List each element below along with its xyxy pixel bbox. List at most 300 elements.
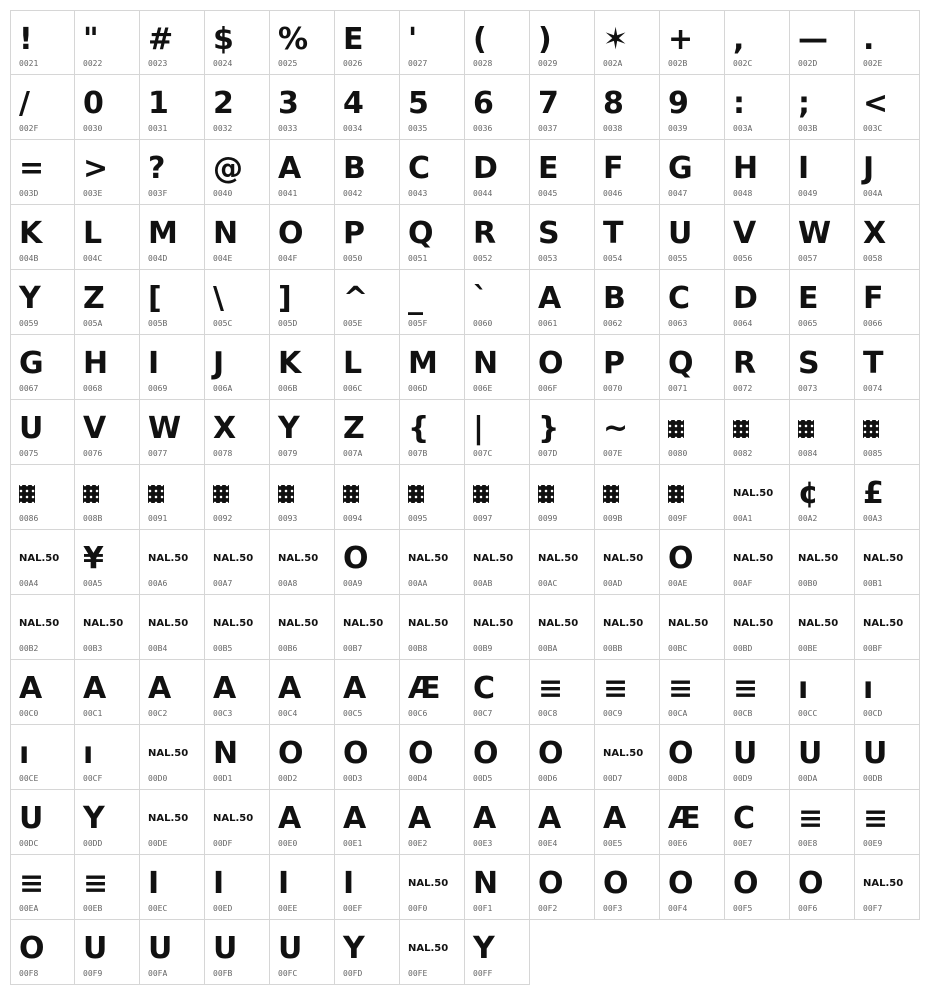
- glyph-code: 00D0: [148, 774, 168, 783]
- glyph-code: 00FA: [148, 969, 168, 978]
- glyph-char: ı: [19, 736, 29, 771]
- glyph-code: 00BD: [733, 644, 753, 653]
- glyph-cell: [335, 530, 400, 595]
- glyph-char: ^: [343, 281, 368, 316]
- glyph-cell: [595, 75, 660, 140]
- glyph-cell: [140, 595, 205, 660]
- glyph-char: NAL.50: [343, 618, 384, 629]
- glyph-char: A: [538, 281, 561, 316]
- glyph-char: U: [148, 931, 172, 966]
- glyph-char: NAL.50: [863, 618, 904, 629]
- glyph-cell: [205, 595, 270, 660]
- glyph-char: A: [343, 801, 366, 836]
- glyph-char: ": [83, 22, 98, 57]
- glyph-code: 0032: [213, 124, 233, 133]
- glyph-code: 00CE: [19, 774, 39, 783]
- glyph-char: NAL.50: [668, 618, 709, 629]
- glyph-cell: [725, 335, 790, 400]
- glyph-char: M: [148, 216, 177, 251]
- glyph-cell: [10, 595, 75, 660]
- glyph-cell: [465, 920, 530, 985]
- glyph-char: D: [473, 151, 497, 186]
- glyph-char: 2: [213, 86, 233, 121]
- glyph-cell: [530, 270, 595, 335]
- glyph-code: 0095: [408, 514, 428, 523]
- missing-glyph-icon: [855, 408, 919, 450]
- glyph-char: T: [603, 216, 623, 251]
- glyph-cell: [10, 270, 75, 335]
- glyph-cell: [140, 270, 205, 335]
- glyph-code: 00B3: [83, 644, 103, 653]
- glyph-cell: [725, 790, 790, 855]
- glyph-cell: [400, 400, 465, 465]
- glyph-char: S: [798, 346, 819, 381]
- glyph-code: 00A1: [733, 514, 753, 523]
- missing-glyph-icon: [725, 408, 789, 450]
- glyph-code: 00BB: [603, 644, 623, 653]
- glyph-cell: [855, 530, 920, 595]
- glyph-char: .: [863, 22, 874, 57]
- glyph-code: 0045: [538, 189, 558, 198]
- glyph-code: 00CA: [668, 709, 688, 718]
- glyph-char: A: [278, 671, 301, 706]
- glyph-code: 0052: [473, 254, 493, 263]
- glyph-char: O: [538, 346, 563, 381]
- glyph-char: L: [343, 346, 362, 381]
- glyph-cell: [75, 205, 140, 270]
- glyph-char: NAL.50: [278, 553, 319, 564]
- glyph-cell: [10, 465, 75, 530]
- glyph-char: NAL.50: [538, 618, 579, 629]
- glyph-code: 0039: [668, 124, 688, 133]
- glyph-char: A: [408, 801, 431, 836]
- glyph-char: P: [603, 346, 624, 381]
- glyph-char: C: [733, 801, 755, 836]
- glyph-char: O: [408, 736, 433, 771]
- glyph-char: H: [733, 151, 758, 186]
- glyph-code: 0067: [19, 384, 39, 393]
- glyph-code: 00EB: [83, 904, 103, 913]
- glyph-char: U: [19, 411, 43, 446]
- glyph-code: 00A6: [148, 579, 168, 588]
- glyph-code: 0035: [408, 124, 428, 133]
- glyph-cell: [205, 10, 270, 75]
- glyph-char: Q: [408, 216, 433, 251]
- glyph-cell: [855, 335, 920, 400]
- glyph-cell: [205, 465, 270, 530]
- glyph-code: 0027: [408, 59, 428, 68]
- glyph-code: 00F8: [19, 969, 39, 978]
- glyph-char: ≡: [863, 801, 888, 836]
- glyph-char: :: [733, 86, 744, 121]
- glyph-cell: [530, 335, 595, 400]
- glyph-char: [: [148, 281, 161, 316]
- glyph-code: 009F: [668, 514, 688, 523]
- glyph-code: 00B5: [213, 644, 233, 653]
- glyph-char: O: [278, 216, 303, 251]
- glyph-cell: [725, 855, 790, 920]
- glyph-code: 003B: [798, 124, 818, 133]
- glyph-cell: [205, 400, 270, 465]
- glyph-code: 00EF: [343, 904, 363, 913]
- glyph-cell: [465, 335, 530, 400]
- glyph-char: NAL.50: [603, 553, 644, 564]
- glyph-code: 00A3: [863, 514, 883, 523]
- glyph-code: 00F4: [668, 904, 688, 913]
- glyph-cell: [400, 790, 465, 855]
- glyph-cell: [270, 790, 335, 855]
- glyph-code: 003D: [19, 189, 39, 198]
- glyph-char: NAL.50: [603, 618, 644, 629]
- glyph-char: 7: [538, 86, 558, 121]
- glyph-code: 0034: [343, 124, 363, 133]
- glyph-char: B: [343, 151, 365, 186]
- glyph-code: 00D2: [278, 774, 298, 783]
- glyph-char: (: [473, 22, 486, 57]
- glyph-cell: [530, 140, 595, 205]
- glyph-cell: [595, 140, 660, 205]
- glyph-char: A: [343, 671, 366, 706]
- glyph-code: 00DF: [213, 839, 233, 848]
- glyph-code: 00EC: [148, 904, 168, 913]
- glyph-cell: [140, 660, 205, 725]
- glyph-cell: [270, 400, 335, 465]
- glyph-cell: [400, 725, 465, 790]
- glyph-char: E: [798, 281, 818, 316]
- glyph-cell: [335, 595, 400, 660]
- glyph-char: J: [863, 151, 874, 186]
- glyph-cell: [270, 465, 335, 530]
- glyph-char: A: [538, 801, 561, 836]
- glyph-cell: [335, 920, 400, 985]
- glyph-code: 0041: [278, 189, 298, 198]
- glyph-char: E: [538, 151, 558, 186]
- glyph-char: A: [603, 801, 626, 836]
- glyph-code: 0060: [473, 319, 493, 328]
- glyph-char: G: [668, 151, 692, 186]
- glyph-char: I: [278, 866, 289, 901]
- glyph-char: ≡: [668, 671, 693, 706]
- glyph-cell: [140, 530, 205, 595]
- glyph-cell: [205, 530, 270, 595]
- glyph-cell: [725, 725, 790, 790]
- glyph-cell: [725, 660, 790, 725]
- glyph-code: 0070: [603, 384, 623, 393]
- glyph-code: 00BC: [668, 644, 688, 653]
- glyph-cell: [790, 725, 855, 790]
- glyph-cell: [725, 530, 790, 595]
- glyph-char: O: [278, 736, 303, 771]
- glyph-cell: [270, 10, 335, 75]
- glyph-code: 0057: [798, 254, 818, 263]
- glyph-code: 00C6: [408, 709, 428, 718]
- glyph-code: 00F5: [733, 904, 753, 913]
- glyph-cell: [270, 270, 335, 335]
- glyph-code: 0084: [798, 449, 818, 458]
- glyph-cell: [335, 465, 400, 530]
- glyph-code: 0056: [733, 254, 753, 263]
- glyph-cell: [595, 725, 660, 790]
- glyph-cell: [75, 75, 140, 140]
- glyph-cell: [10, 725, 75, 790]
- glyph-code: 006A: [213, 384, 233, 393]
- glyph-cell: [465, 75, 530, 140]
- glyph-cell: [660, 855, 725, 920]
- glyph-char: NAL.50: [148, 553, 189, 564]
- glyph-char: C: [668, 281, 690, 316]
- glyph-char: F: [603, 151, 623, 186]
- glyph-code: 0086: [19, 514, 39, 523]
- glyph-code: 002F: [19, 124, 39, 133]
- glyph-code: 0030: [83, 124, 103, 133]
- glyph-char: 6: [473, 86, 493, 121]
- glyph-char: NAL.50: [408, 943, 449, 954]
- glyph-code: 00B6: [278, 644, 298, 653]
- glyph-cell: [335, 335, 400, 400]
- glyph-cell: [75, 790, 140, 855]
- missing-glyph-icon: [465, 473, 529, 515]
- glyph-code: 0080: [668, 449, 688, 458]
- glyph-char: O: [733, 866, 758, 901]
- glyph-cell: [10, 140, 75, 205]
- glyph-code: 00CC: [798, 709, 818, 718]
- glyph-code: 00D1: [213, 774, 233, 783]
- glyph-code: 0082: [733, 449, 753, 458]
- glyph-code: 0072: [733, 384, 753, 393]
- glyph-code: 00C5: [343, 709, 363, 718]
- glyph-code: 002A: [603, 59, 623, 68]
- glyph-cell: [660, 270, 725, 335]
- glyph-code: 00DA: [798, 774, 818, 783]
- glyph-cell: [530, 400, 595, 465]
- glyph-char: >: [83, 151, 108, 186]
- glyph-cell: [335, 140, 400, 205]
- glyph-cell: [10, 530, 75, 595]
- glyph-cell: [855, 855, 920, 920]
- glyph-cell: [465, 595, 530, 660]
- glyph-code: 00C8: [538, 709, 558, 718]
- glyph-char: O: [19, 931, 44, 966]
- glyph-code: 005A: [83, 319, 103, 328]
- glyph-cell: [790, 400, 855, 465]
- glyph-code: 00B9: [473, 644, 493, 653]
- glyph-code: 0022: [83, 59, 103, 68]
- glyph-cell: [790, 790, 855, 855]
- glyph-cell: [270, 855, 335, 920]
- glyph-cell: [270, 205, 335, 270]
- glyph-char: U: [213, 931, 237, 966]
- glyph-code: 00A7: [213, 579, 233, 588]
- glyph-cell: [790, 140, 855, 205]
- glyph-code: 002C: [733, 59, 753, 68]
- glyph-char: $: [213, 22, 233, 57]
- glyph-cell: [530, 465, 595, 530]
- glyph-code: 009B: [603, 514, 623, 523]
- glyph-cell: [855, 75, 920, 140]
- glyph-code: 00FD: [343, 969, 363, 978]
- glyph-cell: [205, 855, 270, 920]
- glyph-cell: [205, 790, 270, 855]
- glyph-code: 004A: [863, 189, 883, 198]
- glyph-char: A: [148, 671, 171, 706]
- glyph-cell: [140, 335, 205, 400]
- missing-glyph-icon: [11, 473, 74, 515]
- glyph-code: 00DB: [863, 774, 883, 783]
- glyph-char: Y: [83, 801, 104, 836]
- glyph-code: 00A9: [343, 579, 363, 588]
- glyph-code: 0021: [19, 59, 39, 68]
- glyph-cell: [725, 10, 790, 75]
- glyph-char: NAL.50: [473, 553, 514, 564]
- glyph-char: NAL.50: [603, 748, 644, 759]
- glyph-code: 00C9: [603, 709, 623, 718]
- glyph-char: ;: [798, 86, 809, 121]
- glyph-cell: [530, 75, 595, 140]
- glyph-code: 0023: [148, 59, 168, 68]
- glyph-char: O: [603, 866, 628, 901]
- glyph-code: 00E5: [603, 839, 623, 848]
- glyph-code: 0049: [798, 189, 818, 198]
- glyph-char: O: [343, 736, 368, 771]
- glyph-cell: [465, 530, 530, 595]
- glyph-char: ~: [603, 411, 628, 446]
- glyph-char: U: [733, 736, 757, 771]
- missing-glyph-icon: [400, 473, 464, 515]
- glyph-char: %: [278, 22, 308, 57]
- glyph-cell: [75, 10, 140, 75]
- glyph-code: 00B1: [863, 579, 883, 588]
- glyph-code: 0050: [343, 254, 363, 263]
- glyph-cell: [595, 855, 660, 920]
- glyph-code: 0028: [473, 59, 493, 68]
- glyph-cell: [790, 75, 855, 140]
- glyph-code: 00B4: [148, 644, 168, 653]
- glyph-code: 005F: [408, 319, 428, 328]
- glyph-char: Q: [668, 346, 693, 381]
- glyph-cell: [465, 855, 530, 920]
- glyph-code: 0099: [538, 514, 558, 523]
- glyph-cell: [75, 660, 140, 725]
- glyph-char: A: [473, 801, 496, 836]
- glyph-cell: [855, 595, 920, 660]
- glyph-char: O: [473, 736, 498, 771]
- glyph-code: 00D9: [733, 774, 753, 783]
- glyph-code: 00FE: [408, 969, 428, 978]
- glyph-cell: [595, 660, 660, 725]
- glyph-char: ,: [733, 22, 744, 57]
- glyph-cell: [335, 10, 400, 75]
- glyph-code: 00AF: [733, 579, 753, 588]
- glyph-char: £: [863, 476, 883, 511]
- glyph-char: U: [83, 931, 107, 966]
- glyph-cell: [595, 530, 660, 595]
- glyph-char: ı: [83, 736, 93, 771]
- glyph-char: I: [343, 866, 354, 901]
- glyph-code: 00AD: [603, 579, 623, 588]
- glyph-code: 00E6: [668, 839, 688, 848]
- glyph-cell: [335, 205, 400, 270]
- glyph-char: ¢: [798, 476, 818, 511]
- glyph-char: K: [19, 216, 42, 251]
- glyph-code: 0091: [148, 514, 168, 523]
- glyph-code: 0036: [473, 124, 493, 133]
- glyph-code: 0044: [473, 189, 493, 198]
- glyph-code: 0043: [408, 189, 428, 198]
- glyph-cell: [660, 465, 725, 530]
- glyph-code: 0046: [603, 189, 623, 198]
- glyph-char: O: [538, 866, 563, 901]
- glyph-char: O: [343, 541, 368, 576]
- glyph-code: 00C1: [83, 709, 103, 718]
- glyph-code: 0094: [343, 514, 363, 523]
- glyph-cell: [75, 140, 140, 205]
- glyph-code: 00C7: [473, 709, 493, 718]
- glyph-char: NAL.50: [408, 553, 449, 564]
- glyph-cell: [660, 725, 725, 790]
- glyph-cell: [10, 660, 75, 725]
- glyph-code: 00DD: [83, 839, 103, 848]
- glyph-char: ≡: [733, 671, 758, 706]
- glyph-code: 005E: [343, 319, 363, 328]
- glyph-char: O: [668, 541, 693, 576]
- glyph-code: 0040: [213, 189, 233, 198]
- glyph-char: NAL.50: [148, 748, 189, 759]
- glyph-char: ✶: [603, 22, 628, 57]
- glyph-cell: [10, 400, 75, 465]
- glyph-cell: [465, 400, 530, 465]
- glyph-cell: [205, 335, 270, 400]
- glyph-cell: [205, 920, 270, 985]
- glyph-cell: [595, 790, 660, 855]
- missing-glyph-icon: [660, 408, 724, 450]
- glyph-cell: [595, 465, 660, 530]
- glyph-cell: [855, 725, 920, 790]
- glyph-code: 00BF: [863, 644, 883, 653]
- glyph-cell: [205, 725, 270, 790]
- glyph-cell: [10, 855, 75, 920]
- glyph-code: 0024: [213, 59, 233, 68]
- glyph-cell: [465, 10, 530, 75]
- glyph-char: O: [668, 866, 693, 901]
- glyph-char: 0: [83, 86, 103, 121]
- glyph-cell: [725, 140, 790, 205]
- glyph-char: NAL.50: [798, 553, 839, 564]
- glyph-cell: [270, 530, 335, 595]
- glyph-cell: [465, 140, 530, 205]
- glyph-cell: [855, 140, 920, 205]
- glyph-code: 0085: [863, 449, 883, 458]
- glyph-char: NAL.50: [213, 553, 254, 564]
- glyph-cell: [530, 595, 595, 660]
- glyph-code: 00F0: [408, 904, 428, 913]
- glyph-char: R: [473, 216, 496, 251]
- glyph-char: ≡: [603, 671, 628, 706]
- glyph-code: 00B2: [19, 644, 39, 653]
- glyph-cell: [790, 595, 855, 660]
- glyph-code: 0031: [148, 124, 168, 133]
- glyph-char: Y: [278, 411, 299, 446]
- glyph-code: 007B: [408, 449, 428, 458]
- glyph-char: 3: [278, 86, 298, 121]
- glyph-code: 008B: [83, 514, 103, 523]
- missing-glyph-icon: [530, 473, 594, 515]
- glyph-char: Y: [473, 931, 494, 966]
- glyph-code: 0051: [408, 254, 428, 263]
- glyph-char: !: [19, 22, 32, 57]
- glyph-cell: [790, 270, 855, 335]
- glyph-char: X: [863, 216, 886, 251]
- glyph-char: V: [733, 216, 756, 251]
